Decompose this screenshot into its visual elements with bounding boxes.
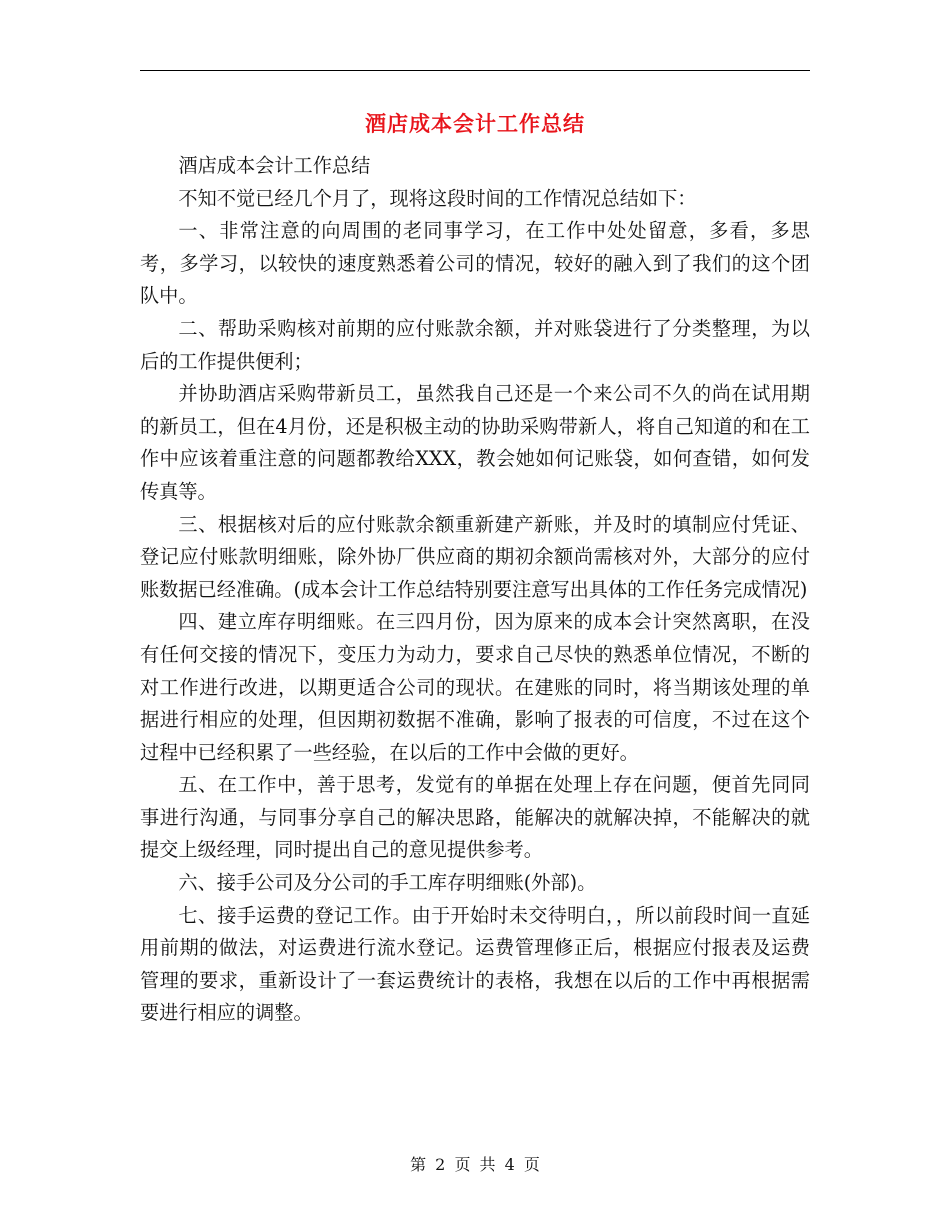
paragraph-item-1: 一、非常注意的向周围的老同事学习，在工作中处处留意，多看，多思考，多学习，以较快的速度熟悉着公司的情况，较好的融入到了我们的这个团队中。 (140, 219, 810, 308)
paragraph-item-3: 三、根据核对后的应付账款余额重新建产新账，并及时的填制应付凭证、登记应付账款明细账，除外协厂供应商的期初余额尚需核对外，大部分的应付账数据已经准确。(成本会计工作总结特别要注意写出具体的工作任务完成情况) (140, 512, 810, 601)
paragraph-item-2-continued: 并协助酒店采购带新员工，虽然我自己还是一个来公司不久的尚在试用期的新员工，但在4月份，还是积极主动的协助采购带新人，将自己知道的和在工作中应该着重注意的问题都教给XXX，教会她如何记账袋，如何查错，如何发传真等。 (140, 382, 810, 503)
paragraph-item-2: 二、帮助采购核对前期的应付账款余额，并对账袋进行了分类整理，为以后的工作提供便利； (140, 316, 810, 373)
paragraph-item-6: 六、接手公司及分公司的手工库存明细账(外部)。 (178, 871, 597, 895)
paragraph-subtitle: 酒店成本会计工作总结 (178, 154, 371, 177)
document-body (140, 150, 810, 1030)
paragraph-item-4: 四、建立库存明细账。在三四月份，因为原来的成本会计突然离职，在没有任何交接的情况下，变压力为动力，要求自己尽快的熟悉单位情况，不断的对工作进行改进，以期更适合公司的现状。在建账的同时，将当期该处理的单据进行相应的处理，但因期初数据不准确，影响了报表的可信度，不过在这个过程中已经积累了一些经验，在以后的工作中会做的更好。 (140, 610, 810, 764)
paragraph-item-7: 七、接手运费的登记工作。由于开始时未交待明白，，所以前段时间一直延用前期的做法，对运费进行流水登记。运费管理修正后，根据应付报表及运费管理的要求，重新设计了一套运费统计的表格，我想在以后的工作中再根据需要进行相应的调整。 (140, 903, 810, 1025)
document-title: 酒店成本会计工作总结 (365, 111, 585, 136)
paragraph-intro: 不知不觉已经几个月了，现将这段时间的工作情况总结如下： (178, 186, 697, 210)
paragraph-item-5: 五、在工作中，善于思考，发觉有的单据在处理上存在问题，便首先同同事进行沟通，与同事分享自己的解决思路，能解决的就解决掉，不能解决的就提交上级经理，同时提出自己的意见提供参考。 (140, 773, 810, 862)
page-footer: 第 2 页 共 4 页 (410, 1155, 540, 1174)
header-rule (140, 70, 810, 71)
